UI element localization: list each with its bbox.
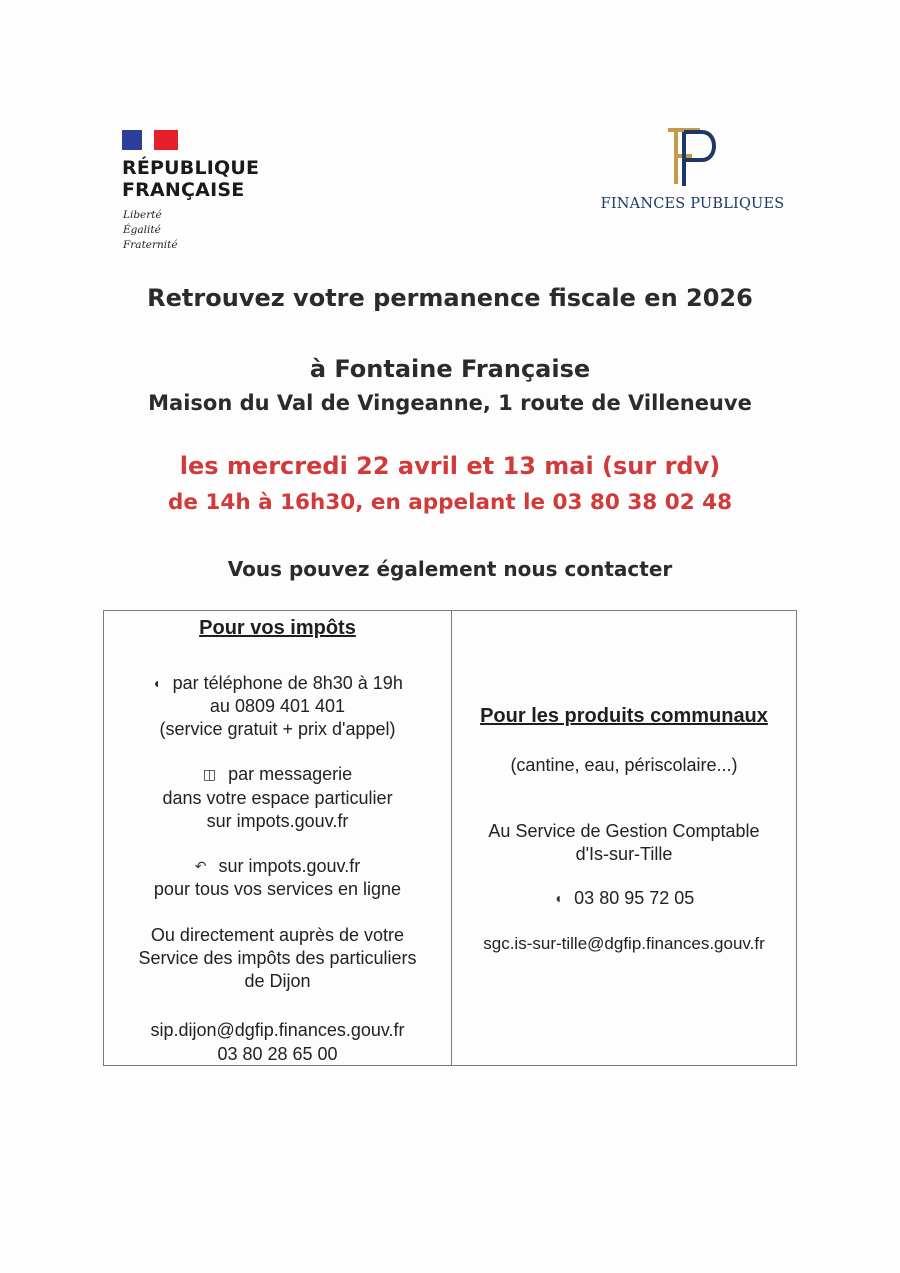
direct-line-2: Service des impôts des particuliers — [138, 948, 417, 968]
republique-francaise-name: RÉPUBLIQUE FRANÇAISE — [122, 157, 260, 201]
phone-number-line: au 0809 401 401 — [209, 696, 346, 716]
online-services-line: pour tous vos services en ligne — [153, 879, 402, 899]
sgc-phone-line: ◖ 03 80 95 72 05 — [553, 888, 695, 908]
municipal-examples: (cantine, eau, périscolaire...) — [510, 755, 738, 775]
municipal-products-column — [452, 611, 796, 1065]
location-name: à Fontaine Française — [309, 355, 591, 383]
messaging-space-line: dans votre espace particulier — [162, 788, 393, 808]
sip-email-link[interactable]: sip.dijon@dgfip.finances.gouv.fr — [150, 1020, 405, 1040]
finances-publiques-emblem-icon — [660, 126, 726, 188]
direct-line-3: de Dijon — [244, 971, 311, 991]
messaging-site-line: sur impots.gouv.fr — [206, 811, 349, 831]
phone-line: ◖ par téléphone de 8h30 à 19h — [152, 673, 403, 693]
computer-icon: ◫ — [202, 766, 217, 782]
contact-table — [103, 610, 797, 1066]
sip-phone-number: 03 80 28 65 00 — [217, 1044, 338, 1064]
contact-intro: Vous pouvez également nous contacter — [227, 557, 673, 581]
session-hours: de 14h à 16h30, en appelant le 03 80 38 02 48 — [167, 490, 733, 515]
finances-publiques-name: FINANCES PUBLIQUES — [600, 196, 785, 212]
republique-francaise-logo — [122, 130, 302, 255]
municipal-products-heading: Pour les produits communaux — [480, 705, 768, 727]
sgc-service-line-2: d'Is-sur-Tille — [575, 844, 673, 864]
location-address: Maison du Val de Vingeanne, 1 route de Villeneuve — [148, 391, 752, 415]
taxes-column — [104, 611, 452, 1065]
marianne-flag-icon — [122, 130, 178, 150]
session-dates: les mercredi 22 avril et 13 mai (sur rdv) — [179, 452, 721, 480]
phone-icon: ◖ — [152, 675, 161, 691]
mouse-icon: ↶ — [194, 858, 207, 874]
taxes-heading: Pour vos impôts — [199, 617, 356, 639]
phone-note-line: (service gratuit + prix d'appel) — [159, 719, 396, 739]
sgc-email-link[interactable]: sgc.is-sur-tille@dgfip.finances.gouv.fr — [483, 934, 765, 953]
messaging-line: ◫ par messagerie — [202, 764, 353, 784]
online-line: ↶ sur impots.gouv.fr — [194, 856, 361, 876]
page-title: Retrouvez votre permanence fiscale en 2026 — [147, 284, 753, 312]
sgc-service-line-1: Au Service de Gestion Comptable — [488, 821, 760, 841]
republic-motto: Liberté Égalité Fraternité — [123, 209, 178, 251]
direct-line-1: Ou directement auprès de votre — [150, 925, 405, 945]
phone-icon: ◖ — [553, 890, 563, 906]
finances-publiques-logo — [600, 126, 785, 216]
